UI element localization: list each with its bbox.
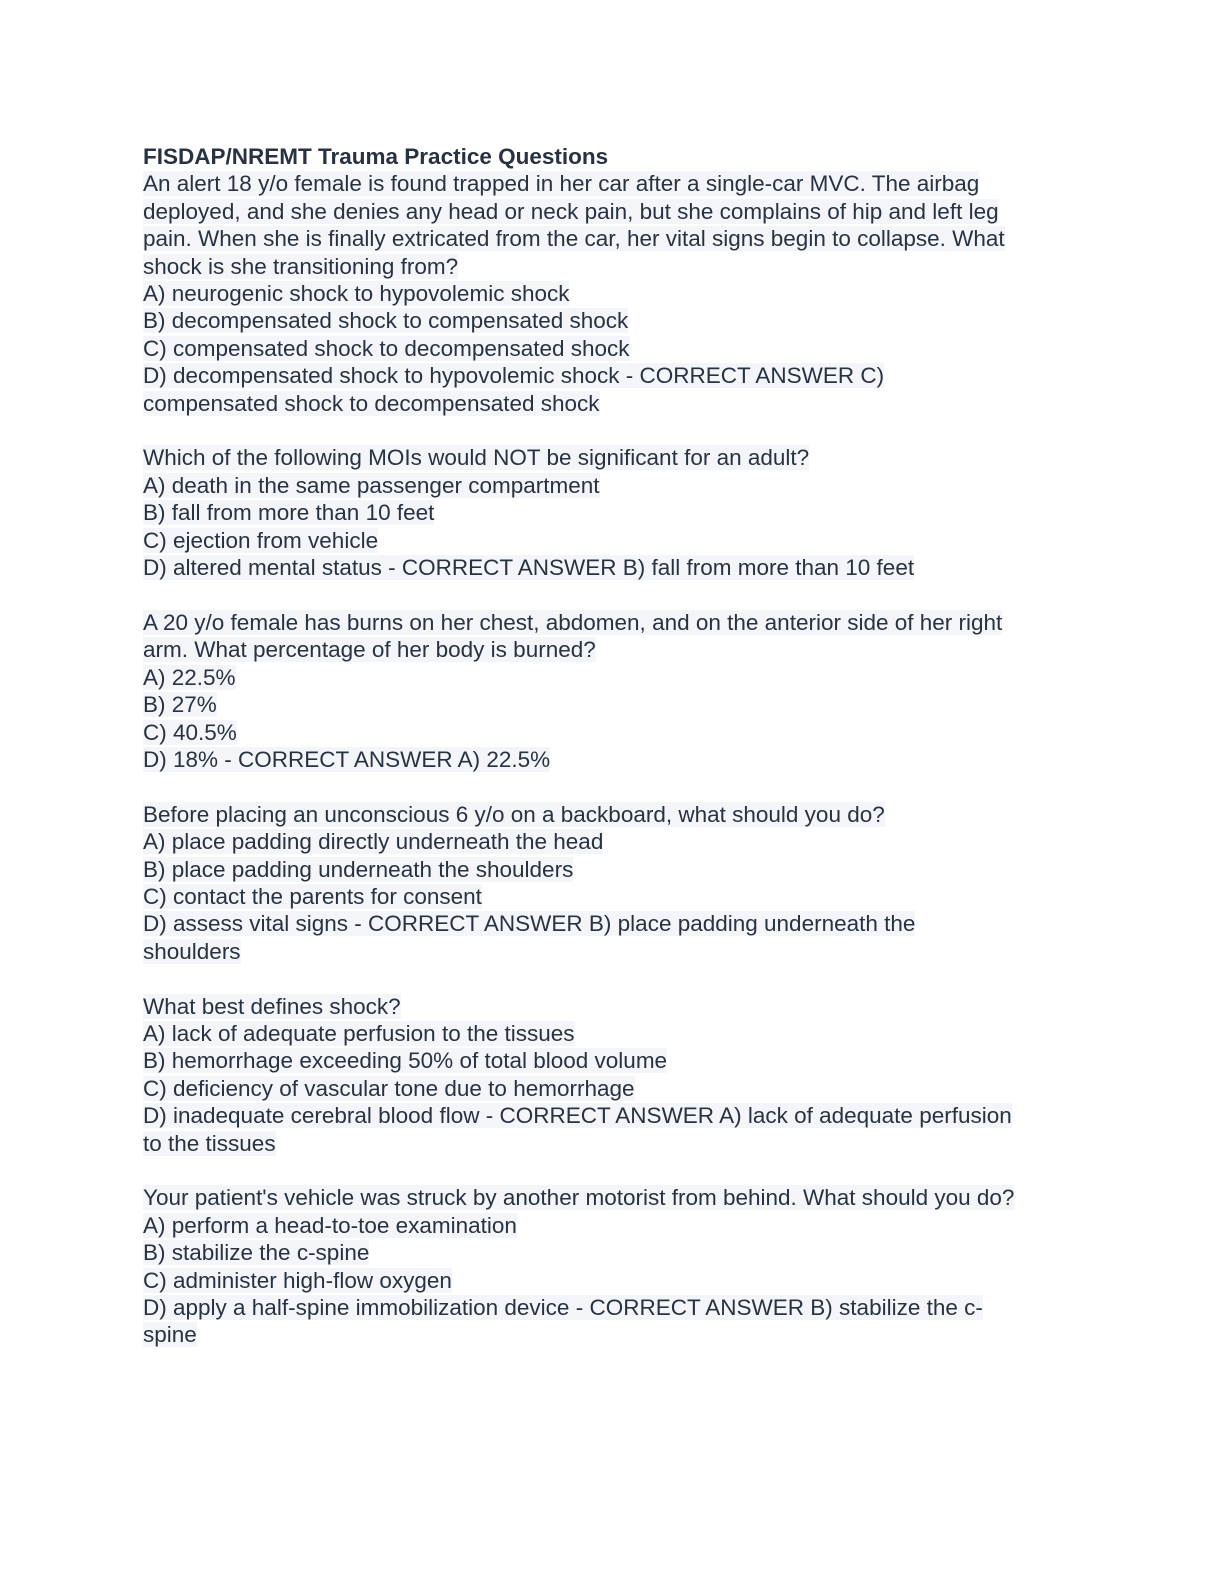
correct-answer: D) 18% - CORRECT ANSWER A) 22.5% bbox=[143, 746, 551, 772]
question-line: deployed, and she denies any head or neck pain, but she complains of hip and left leg bbox=[143, 198, 999, 224]
correct-answer: shoulders bbox=[143, 938, 241, 964]
question-line: arm. What percentage of her body is burned? bbox=[143, 637, 596, 663]
question-line: An alert 18 y/o female is found trapped in her car after a single-car MVC. The airbag bbox=[143, 171, 980, 197]
answer-option: C) compensated shock to decompensated shock bbox=[143, 335, 630, 361]
question-line: Your patient's vehicle was struck by another motorist from behind. What should you do? bbox=[143, 1185, 1015, 1211]
answer-option: D) apply a half-spine immobilization device - CORRECT ANSWER B) stabilize the c- bbox=[143, 1294, 983, 1320]
answer-option: B) hemorrhage exceeding 50% of total blood volume bbox=[143, 1048, 668, 1074]
question-1 bbox=[143, 170, 1083, 417]
answer-option: C) 40.5% bbox=[143, 719, 237, 745]
answer-option: B) place padding underneath the shoulders bbox=[143, 856, 574, 882]
answer-option: C) contact the parents for consent bbox=[143, 883, 482, 909]
correct-answer: D) altered mental status - CORRECT ANSWER B) fall from more than 10 feet bbox=[143, 555, 915, 581]
answer-option: C) administer high-flow oxygen bbox=[143, 1267, 452, 1293]
question-line: A 20 y/o female has burns on her chest, abdomen, and on the anterior side of her right bbox=[143, 609, 1003, 635]
question-line: shock is she transitioning from? bbox=[143, 253, 459, 279]
answer-option: A) lack of adequate perfusion to the tissues bbox=[143, 1020, 575, 1046]
question-3 bbox=[143, 609, 1083, 773]
question-line: Before placing an unconscious 6 y/o on a backboard, what should you do? bbox=[143, 801, 885, 827]
answer-option: B) decompensated shock to compensated shock bbox=[143, 308, 629, 334]
answer-option: D) assess vital signs - CORRECT ANSWER B) place padding underneath the bbox=[143, 911, 916, 937]
question-5 bbox=[143, 993, 1083, 1157]
answer-option: B) fall from more than 10 feet bbox=[143, 500, 435, 526]
question-4 bbox=[143, 801, 1083, 965]
question-line: What best defines shock? bbox=[143, 993, 401, 1019]
correct-answer: to the tissues bbox=[143, 1130, 276, 1156]
answer-option: A) death in the same passenger compartment bbox=[143, 472, 600, 498]
answer-option: D) decompensated shock to hypovolemic shock - CORRECT ANSWER C) bbox=[143, 363, 885, 389]
question-2 bbox=[143, 444, 1083, 581]
question-line: pain. When she is finally extricated from the car, her vital signs begin to collapse. What bbox=[143, 226, 1005, 252]
answer-option: A) neurogenic shock to hypovolemic shock bbox=[143, 281, 570, 307]
question-line: Which of the following MOIs would NOT be significant for an adult? bbox=[143, 445, 810, 471]
correct-answer: compensated shock to decompensated shock bbox=[143, 390, 600, 416]
answer-option: C) ejection from vehicle bbox=[143, 527, 379, 553]
answer-option: C) deficiency of vascular tone due to hemorrhage bbox=[143, 1075, 635, 1101]
answer-option: A) perform a head-to-toe examination bbox=[143, 1212, 517, 1238]
answer-option: B) stabilize the c-spine bbox=[143, 1240, 370, 1266]
correct-answer: spine bbox=[143, 1322, 197, 1348]
document-page bbox=[143, 143, 1083, 1376]
document-title: FISDAP/NREMT Trauma Practice Questions bbox=[143, 144, 609, 169]
answer-option: A) 22.5% bbox=[143, 664, 236, 690]
answer-option: B) 27% bbox=[143, 692, 217, 718]
answer-option: A) place padding directly underneath the head bbox=[143, 829, 604, 855]
question-6 bbox=[143, 1184, 1083, 1348]
answer-option: D) inadequate cerebral blood flow - CORRECT ANSWER A) lack of adequate perfusion bbox=[143, 1103, 1012, 1129]
